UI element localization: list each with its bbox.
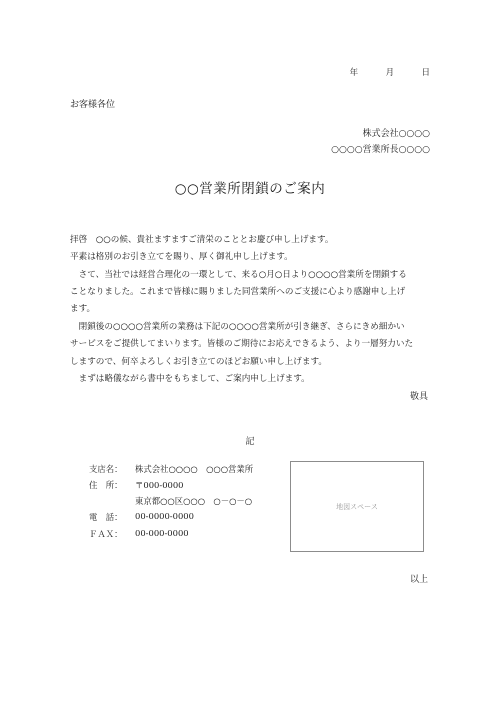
sender-company: 株式会社○○○○ — [362, 129, 430, 139]
address-value: 東京都○○区○○○ ○－○－○ — [135, 496, 253, 506]
body-line: サービスをご提供してまいります。皆様のご期待にお応えできるよう、より一層努力いた — [70, 339, 414, 349]
fax-value: 00-000-0000 — [135, 528, 189, 538]
document-title: ○○営業所閉鎖のご案内 — [174, 181, 326, 197]
body-line: 拝啓 ○○の候、貴社ますますご清栄のこととお慶び申し上げます。 — [70, 235, 334, 245]
date-month: 月 — [385, 68, 395, 78]
body-line: しますので、何卒よろしくお引き立てのほどお願い申し上げます。 — [70, 357, 327, 367]
fax-label: ＦＡＸ： — [89, 529, 123, 539]
body-line: 平素は格別のお引き立てを賜り、厚く御礼申し上げます。 — [70, 252, 293, 262]
body-line: ます。 — [70, 304, 96, 314]
branch-label: 支店名： — [89, 464, 123, 474]
phone-label: 電 話： — [89, 512, 123, 522]
branch-value: 株式会社○○○○ ○○○営業所 — [135, 464, 254, 474]
recipient-line: お客様各位 — [70, 100, 116, 110]
phone-value: 00-0000-0000 — [135, 511, 194, 521]
date-year: 年 — [349, 68, 359, 78]
map-placeholder-box — [290, 461, 424, 552]
sender-person: ○○○○営業所長○○○○ — [331, 145, 430, 155]
address-label: 住 所： — [89, 480, 123, 490]
closing-keigu: 敬具 — [409, 392, 428, 402]
body-line: さて、当社では経営合理化の一環として、来る○月○日より○○○○営業所を閉鎖する — [70, 270, 407, 280]
map-placeholder-label: 地図スペース — [336, 502, 378, 511]
end-mark: 以上 — [409, 575, 428, 585]
body-line: まずは略儀ながら書中をもちまして、ご案内申し上げます。 — [70, 374, 310, 384]
body-line: 閉鎖後の○○○○営業所の業務は下記の○○○○営業所が引き継ぎ、さらにきめ細かい — [70, 322, 405, 332]
date-day: 日 — [421, 68, 430, 78]
date-line — [350, 66, 430, 78]
body-line: ことなりました。これまで皆様に賜りました同営業所へのご支援に心より感謝申し上げ — [70, 287, 406, 297]
ki-heading: 記 — [245, 437, 255, 447]
postal-code: 〒000-0000 — [135, 480, 184, 490]
